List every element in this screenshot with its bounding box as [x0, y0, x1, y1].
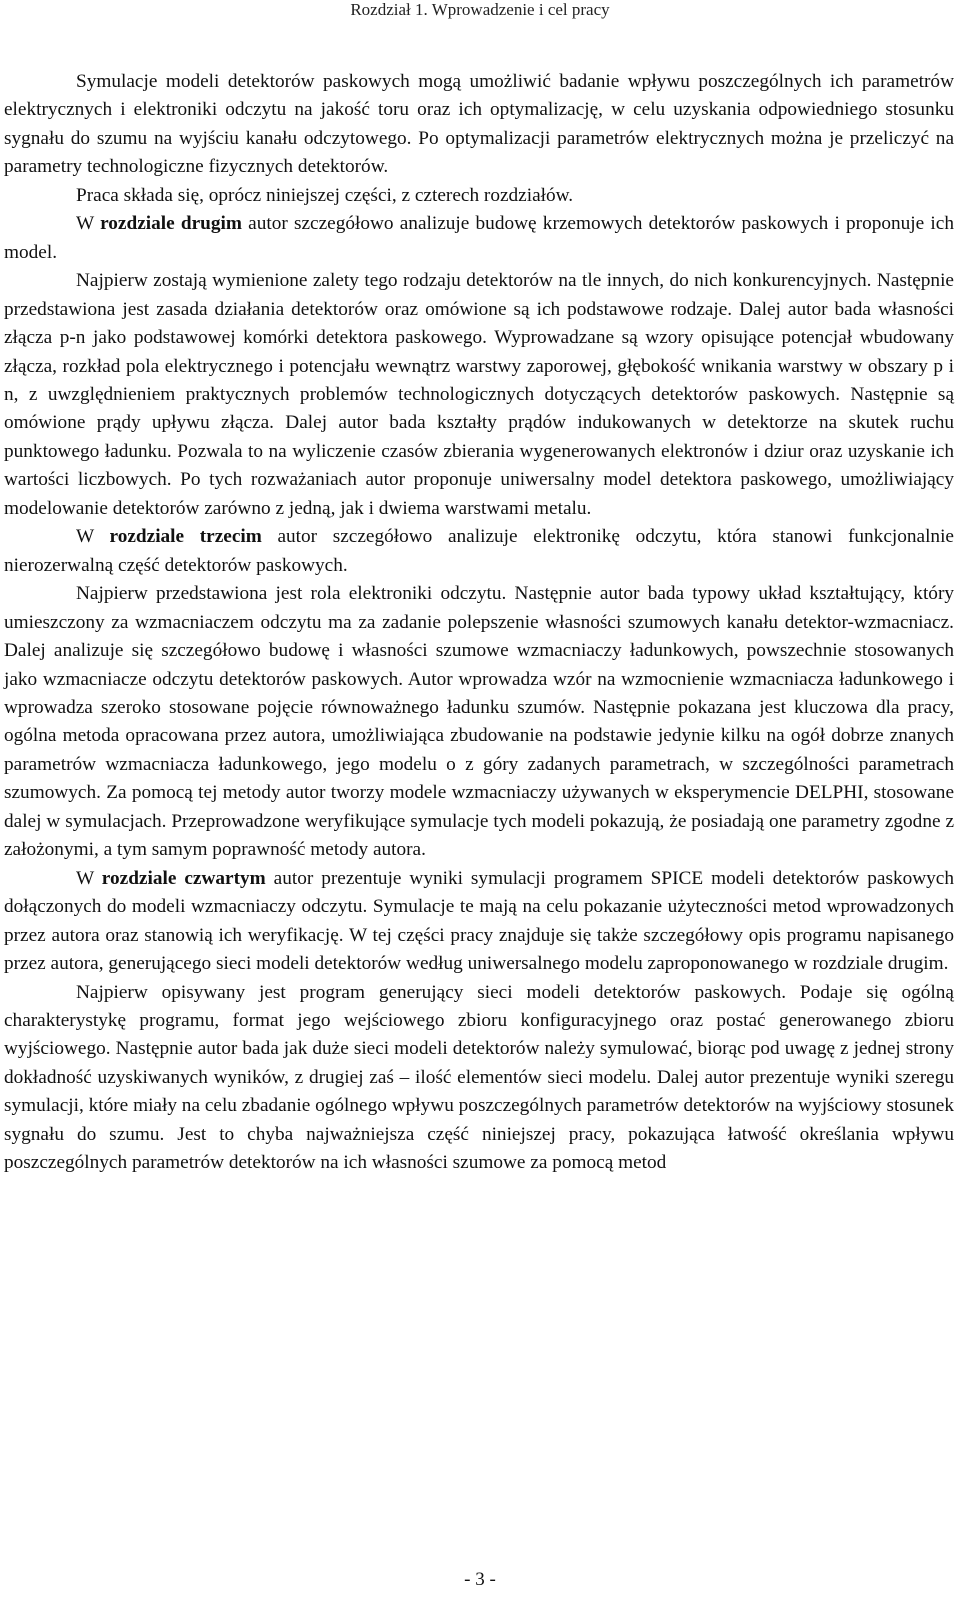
- paragraph-chapter-three-details: Najpierw przedstawiona jest rola elektroniki odczytu. Następnie autor bada typowy układ kształtujący, który umieszczony za wzmacniaczem odczytu ma za zadanie polepszenie własności szumowych kanału detektor-wzmacniacz. Dalej analizuje się szczegółowo budowę i własności szumowe wzmacniaczy ładunkowych, powszechnie stosowanych jako wzmacniacze odczytu detektorów paskowych. Autor wprowadza wzór na wzmocnienie wzmacniacza ładunkowego i wprowadza szeroko stosowane pojęcie równoważnego ładunku szumów. Następnie pokazana jest kluczowa dla pracy, ogólna metoda opracowana przez autora, umożliwiająca zbudowanie na podstawie jedynie kilku na ogół dobrze znanych parametrów wzmacniacza ładunkowego, jego modelu o z góry zadanych parametrach, w szczególności parametrach szumowych. Za pomocą tej metody autor tworzy modele wzmacniaczy używanych w eksperymencie DELPHI, stosowane dalej w symulacjach. Przeprowadzone weryfikujące symulacje tych modeli pokazują, że posiadają one parametry zgodne z założonymi, a tym samym poprawność metody autora.: [4, 583, 954, 861]
- running-header: Rozdział 1. Wprowadzenie i cel pracy: [350, 0, 610, 19]
- paragraph-text: autor szczegółowo analizuje elektronikę odczytu, która stanowi funkcjonalnie nierozerwalną część detektorów paskowych.: [4, 526, 954, 576]
- paragraph-text: autor prezentuje wyniki symulacji programem SPICE modeli detektorów paskowych dołączonych do modeli wzmacniaczy odczytu. Symulacje te mają na celu pokazanie użyteczności metod wprowadzonych przez autora oraz stanowią ich weryfikację. W tej części pracy znajduje się także szczegółowy opis programu napisanego przez autora, generującego sieci modeli detektorów według uniwersalnego modelu zaproponowanego w rozdziale drugim.: [4, 867, 954, 975]
- document-body: [4, 68, 954, 1178]
- paragraph-chapter-four: [4, 865, 954, 979]
- paragraph-prefix: W: [76, 213, 101, 235]
- paragraph-chapter-four-details: Najpierw opisywany jest program generujący sieci modeli detektorów paskowych. Podaje się ogólną charakterystykę programu, format jego wejściowego zbioru konfiguracyjnego oraz postać generowanego zbioru wyjściowego. Następnie autor bada jak duże sieci modeli detektorów należy symulować, biorąc pod uwagę z jednej strony dokładność uzyskiwanych wyników, z drugiej zaś – ilość elementów sieci modelu. Dalej autor prezentuje wyniki szeregu symulacji, które miały na celu zbadanie ogólnego wpływu poszczególnych parametrów detektorów na wyjściowy stosunek sygnału do szumu. Jest to chyba najważniejsza część niniejszej pracy, pokazująca łatwość określania wpływu poszczególnych parametrów detektorów na ich własności szumowe za pomocą metod: [4, 981, 954, 1174]
- chapter-three-reference: rozdziale trzecim: [109, 526, 262, 548]
- paragraph-text: autor szczegółowo analizuje budowę krzemowych detektorów paskowych i proponuje ich model.: [4, 213, 954, 263]
- paragraph-prefix: W: [76, 526, 110, 548]
- paragraph-chapter-two: [4, 210, 954, 267]
- chapter-two-reference: rozdziale drugim: [100, 213, 242, 235]
- paragraph-intro: Symulacje modeli detektorów paskowych mogą umożliwić badanie wpływu poszczególnych ich parametrów elektrycznych i elektroniki odczytu na jakość toru oraz ich optymalizację, w celu uzyskania odpowiedniego stosunku sygnału do szumu na wyjściu kanału odczytowego. Po optymalizacji parametrów elektrycznych można je przeliczyć na parametry technologiczne fizycznych detektorów.: [4, 71, 954, 178]
- paragraph-chapter-three: [4, 523, 954, 580]
- paragraph-chapter-two-details: Najpierw zostają wymienione zalety tego rodzaju detektorów na tle innych, do nich konkurencyjnych. Następnie przedstawiona jest zasada działania detektorów oraz omówione są ich podstawowe rodzaje. Dalej autor bada własności złącza p-n jako podstawowej komórki detektora paskowego. Wyprowadzane są wzory opisujące potencjał wbudowany złącza, rozkład pola elektrycznego i potencjału wewnątrz warstwy zaporowej, głębokość wnikania warstwy w obszary p i n, z uwzględnieniem praktycznych problemów technologicznych dotyczących detektorów paskowych. Następnie są omówione prądy upływu złącza. Dalej autor bada kształty prądów indukowanych w detektorze na skutek ruchu punktowego ładunku. Pozwala to na wyliczenie czasów zbierania wygenerowanych elektronów i dziur oraz uzyskanie ich wartości liczbowych. Po tych rozważaniach autor proponuje uniwersalny model detektora paskowego, umożliwiający modelowanie detektorów zarówno z jedną, jak i dwiema warstwami metalu.: [4, 270, 954, 519]
- paragraph-structure: Praca składa się, oprócz niniejszej części, z czterech rozdziałów.: [76, 184, 574, 206]
- chapter-four-reference: rozdziale czwartym: [101, 867, 266, 889]
- page-number: - 3 -: [464, 1569, 496, 1590]
- paragraph-prefix: W: [76, 867, 102, 889]
